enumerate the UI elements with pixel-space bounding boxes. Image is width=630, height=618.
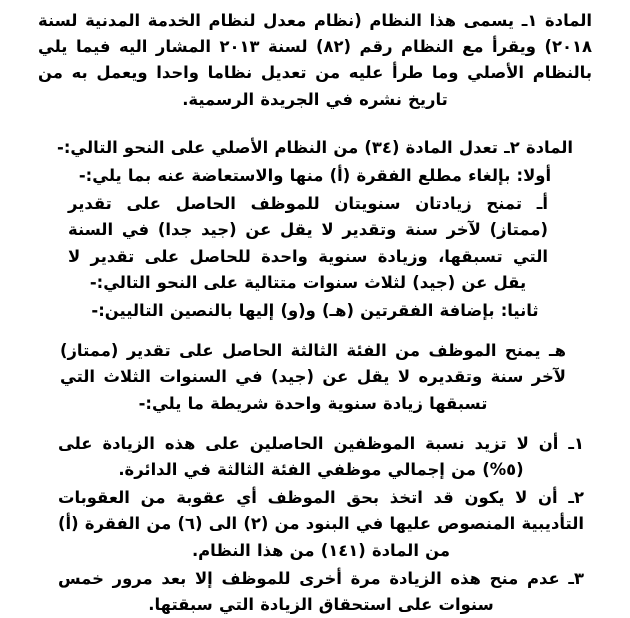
clause-h-paragraph: هـ يمنح الموظف من الفئة الثالثة الحاصل على تقدير (ممتاز) لآخر سنة وتقديره لا يقل عن (جيد) في السنوات الثلاث التي تسبقها زيادة سنوية واحدة شريطة ما يلي:- (60, 341, 566, 413)
condition-item-3: ٣ـ عدم منح هذه الزيادة مرة أخرى للموظف إلا بعد مرور خمس سنوات على استحقاق الزيادة التي سبقتها. (58, 568, 584, 615)
second-clause-intro: ثانيا: بإضافة الفقرتين (هـ) و(و) إليها بالنصين التاليين:- (91, 301, 539, 321)
paragraph-spacer (38, 417, 592, 431)
article-2-paragraph: المادة ٢ـ تعدل المادة (٣٤) من النظام الأصلي على النحو التالي:- (57, 137, 573, 157)
article-1-paragraph: المادة ١ـ يسمى هذا النظام (نظام معدل لنظام الخدمة المدنية لسنة ٢٠١٨) ويقرأ مع النظام رقم (٨٢) لسنة ٢٠١٣ المشار اليه فيما يلي بالنظام الأصلي وما طرأ عليه من تعديل نظاما واحدا ويعمل به من تاريخ نشره في الجريدة الرسمية. (38, 11, 592, 109)
clause-a-paragraph: أـ تمنح زيادتان سنويتان للموظف الحاصل على تقدير (ممتاز) لآخر سنة وتقدير لا يقل عن (جيد جدا) في السنة التي تسبقها، وزيادة سنوية واحدة للحاصل على تقدير لا يقل عن (جيد) لثلاث سنوات متتالية على النحو التالي:- (68, 194, 548, 292)
condition-item-2: ٢ـ أن لا يكون قد اتخذ بحق الموظف أي عقوبة من العقوبات التأديبية المنصوص عليها في البنود من (٢) الى (٦) من الفقرة (أ) من المادة (١٤١) من هذا النظام. (58, 488, 584, 560)
paragraph-spacer (38, 324, 592, 338)
paragraph-spacer (38, 113, 592, 135)
condition-item-1: ١ـ أن لا تزيد نسبة الموظفين الحاصلين على هذه الزيادة على (٥%) من إجمالي موظفي الفئة الثالثة في الدائرة. (58, 433, 584, 480)
first-clause-intro: أولا: بإلغاء مطلع الفقرة (أ) منها والاستعاضة عنه بما يلي:- (78, 166, 552, 186)
